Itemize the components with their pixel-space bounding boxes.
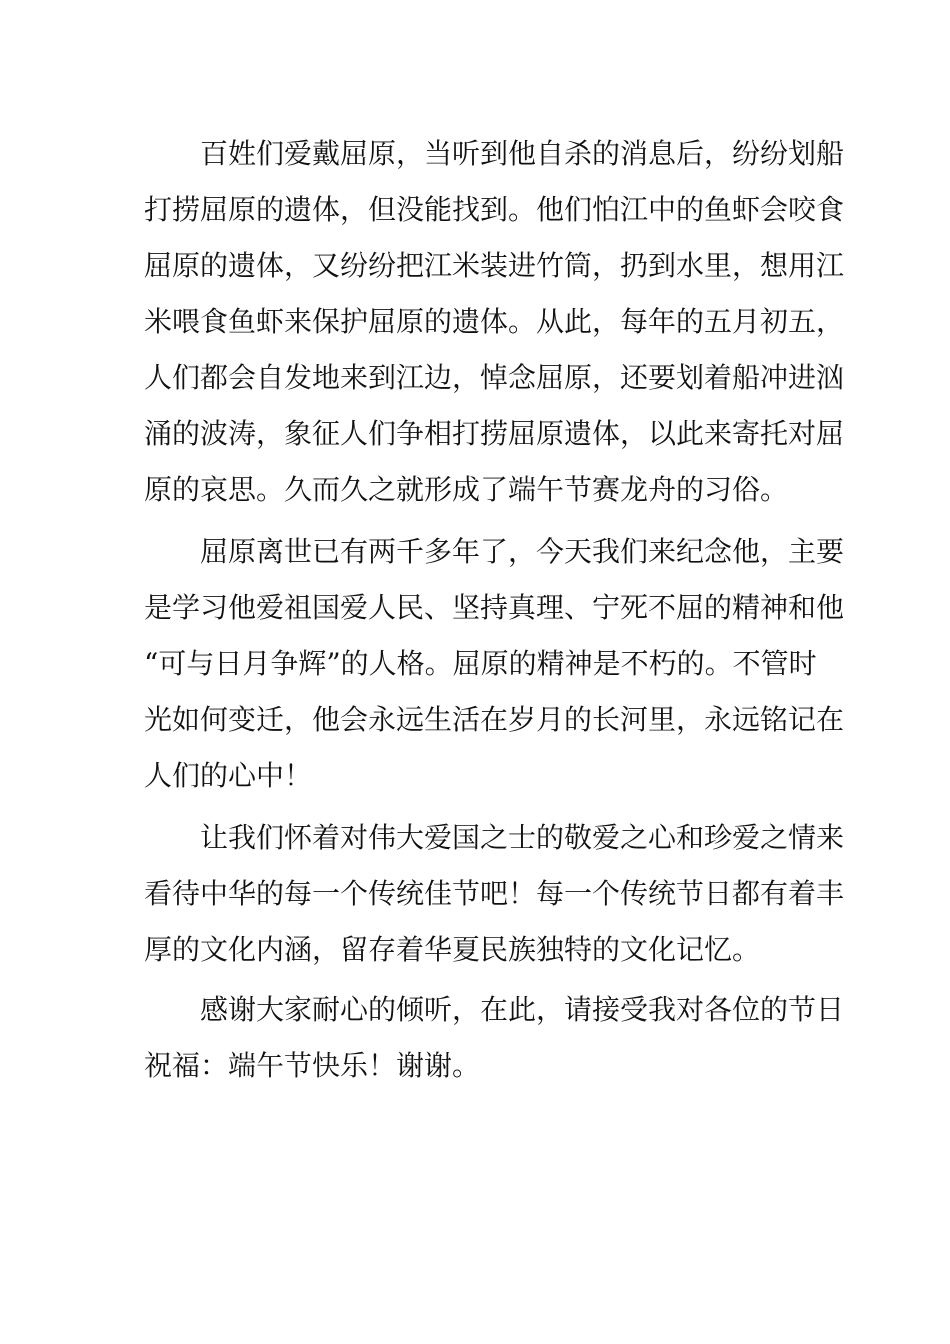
paragraph-line: 祝福：端午节快乐！谢谢。	[144, 1049, 481, 1082]
paragraph-line: 人们都会自发地来到江边，悼念屈原，还要划着船冲进汹	[144, 361, 845, 394]
paragraph-line: 是学习他爱祖国爱人民、坚持真理、宁死不屈的精神和他	[144, 591, 845, 624]
paragraph-line: 屈原离世已有两千多年了，今天我们来纪念他，主要	[200, 535, 845, 568]
paragraph-line: “可与日月争辉”的人格。屈原的精神是不朽的。不管时	[144, 647, 817, 680]
paragraph-line: 原的哀思。久而久之就形成了端午节赛龙舟的习俗。	[144, 473, 789, 506]
paragraph-line: 屈原的遗体，又纷纷把江米装进竹筒，扔到水里，想用江	[144, 249, 845, 282]
paragraph-line: 百姓们爱戴屈原，当听到他自杀的消息后，纷纷划船	[200, 137, 845, 170]
paragraph-line: 光如何变迁，他会永远生活在岁月的长河里，永远铭记在	[144, 703, 845, 736]
paragraph-line: 米喂食鱼虾来保护屈原的遗体。从此，每年的五月初五，	[144, 305, 845, 338]
paragraph-line: 让我们怀着对伟大爱国之士的敬爱之心和珍爱之情来	[200, 821, 845, 854]
paragraph-line: 看待中华的每一个传统佳节吧！每一个传统节日都有着丰	[144, 877, 845, 910]
paragraph-line: 涌的波涛，象征人们争相打捞屈原遗体，以此来寄托对屈	[144, 417, 845, 450]
paragraph-line: 感谢大家耐心的倾听，在此，请接受我对各位的节日	[200, 993, 845, 1026]
paragraph-line: 人们的心中！	[144, 759, 313, 792]
paragraph-line: 打捞屈原的遗体，但没能找到。他们怕江中的鱼虾会咬食	[144, 193, 845, 226]
paragraph-line: 厚的文化内涵，留存着华夏民族独特的文化记忆。	[144, 933, 761, 966]
